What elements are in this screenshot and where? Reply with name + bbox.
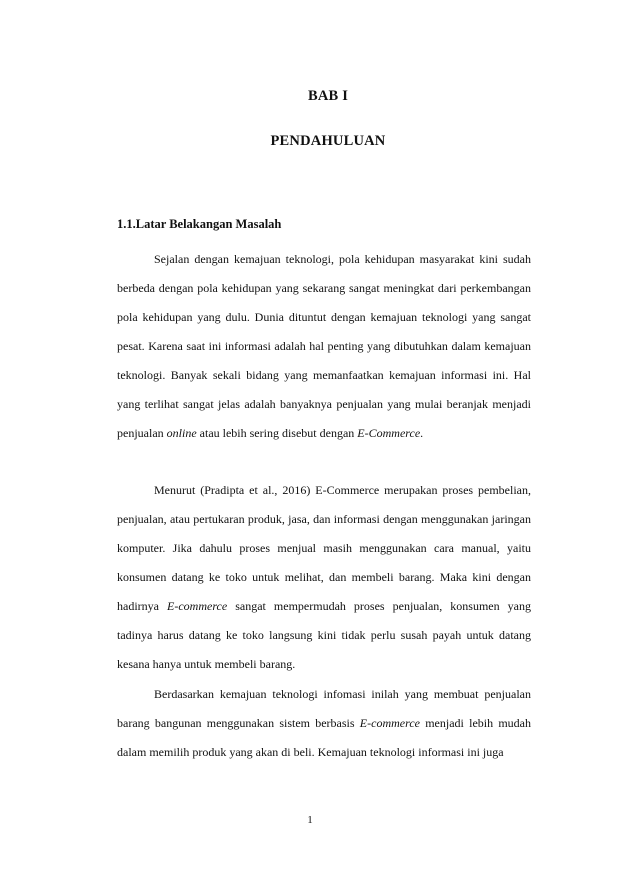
emphasis-ecommerce: E-commerce xyxy=(167,599,228,613)
paragraph-text: Sejalan dengan kemajuan teknologi, pola kehidupan masyarakat kini sudah berbeda dengan pola kehidupan yang sekarang sangat meningkat dari perkembangan pola kehidupan yang dulu. Dunia dituntut dengan kemajuan teknologi yang sangat pesat. Karena saat ini informasi adalah hal penting yang dibutuhkan dalam kemajuan teknologi. Banyak sekali bidang yang memanfaatkan kemajuan informasi ini. Hal yang terlihat sangat jelas adalah banyaknya penjualan yang mulai beranjak menjadi penjualan xyxy=(117,252,531,440)
paragraph-text: atau lebih sering disebut dengan xyxy=(196,426,358,440)
paragraph-2 xyxy=(117,476,531,679)
chapter-number: BAB I xyxy=(307,88,349,104)
page-number: 1 xyxy=(307,814,313,826)
paragraph-text: Menurut (Pradipta et al., 2016) E-Commerce merupakan proses pembelian, penjualan, atau pertukaran produk, jasa, dan informasi dengan menggunakan jaringan komputer. Jika dahulu proses menjual masih menggunakan cara manual, yaitu konsumen datang ke toko untuk melihat, dan membeli barang. Maka kini dengan hadirnya xyxy=(117,483,531,613)
paragraph-text: Berdasarkan kemajuan teknologi infomasi inilah yang membuat penjualan barang bangunan menggunakan sistem berbasis xyxy=(117,687,531,730)
section-heading: 1.1.Latar Belakangan Masalah xyxy=(117,217,282,231)
paragraph-text: . xyxy=(420,426,424,440)
paragraph-text: menjadi lebih mudah dalam memilih produk yang akan di beli. Kemajuan teknologi informasi ini juga xyxy=(117,716,532,759)
paragraph-3 xyxy=(117,680,531,767)
emphasis-ecommerce: E-commerce xyxy=(359,716,420,730)
chapter-title: PENDAHULUAN xyxy=(270,133,386,149)
emphasis-ecommerce: E-Commerce xyxy=(357,426,421,440)
paragraph-1 xyxy=(117,245,531,448)
paragraph-text: sangat mempermudah proses penjualan, konsumen yang tadinya harus datang ke toko langsung kini tidak perlu susah payah untuk datang kesana hanya untuk membeli barang. xyxy=(117,599,531,671)
emphasis-online: online xyxy=(166,426,197,440)
